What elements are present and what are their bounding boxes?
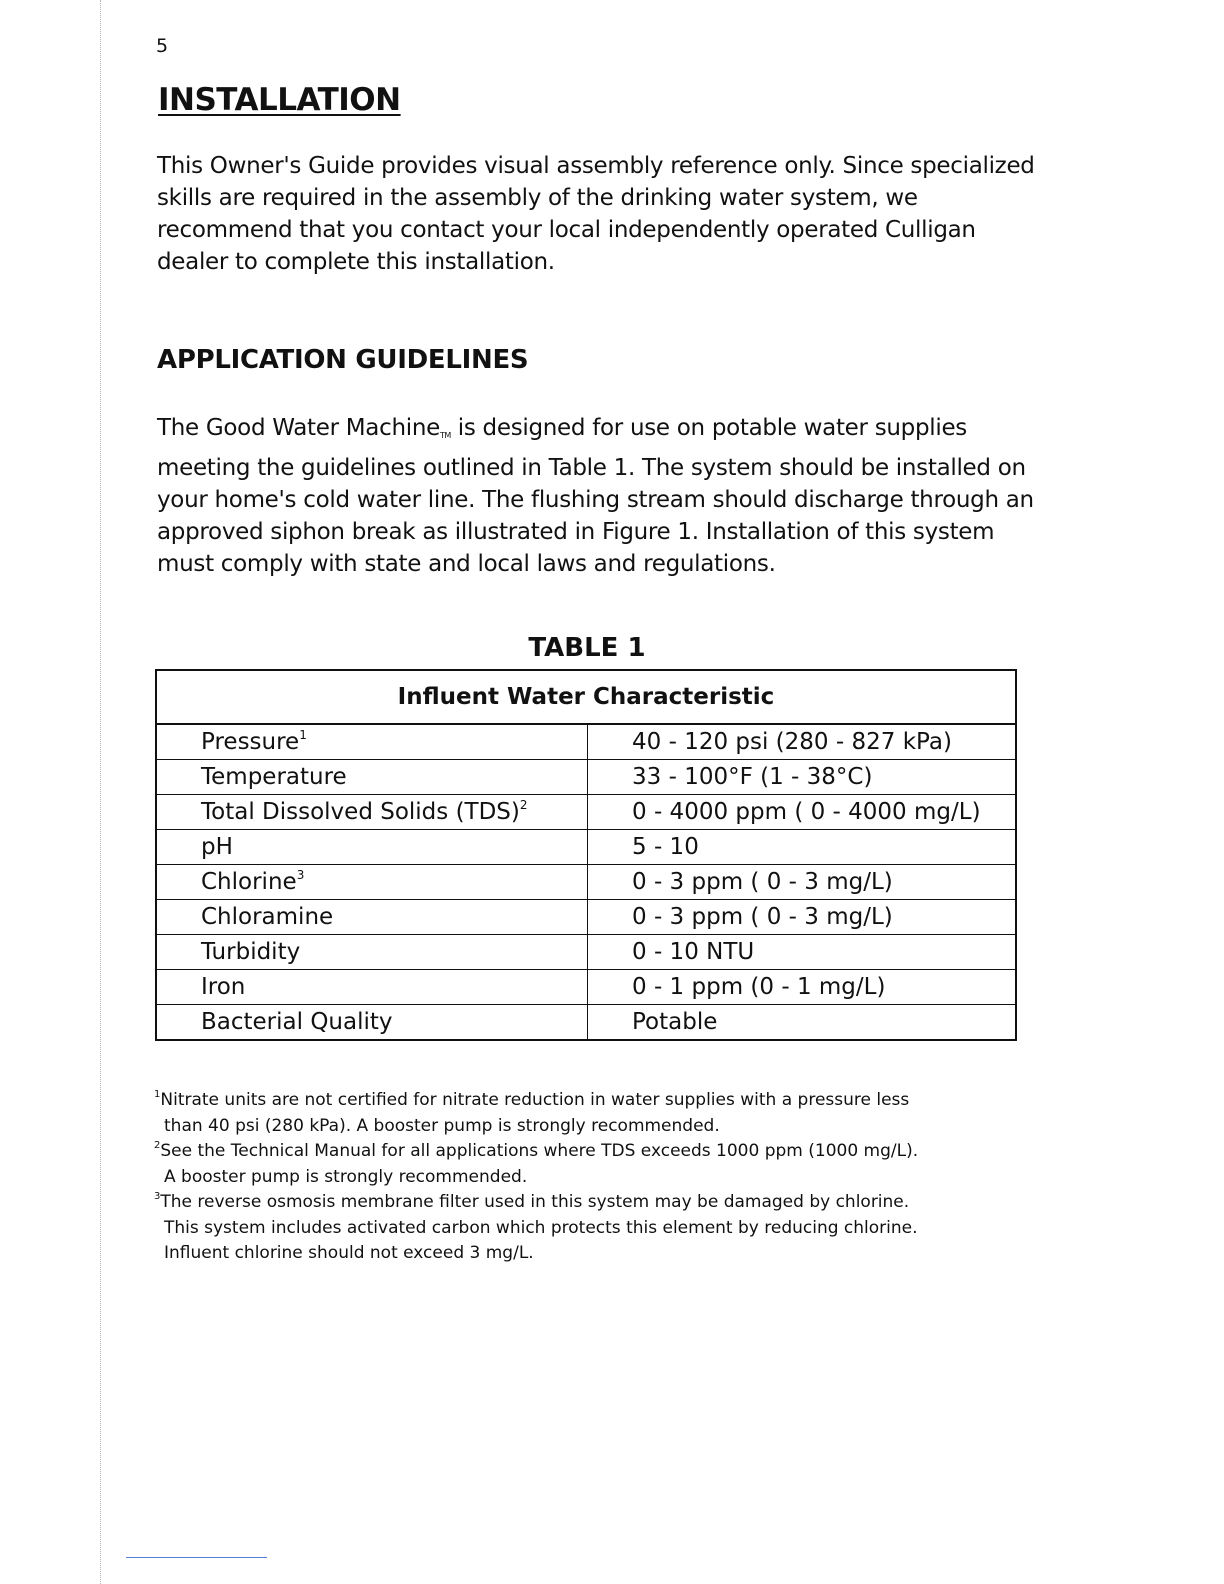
footnote [154, 1088, 1014, 1139]
parameter-label: Chloramine [201, 904, 334, 930]
parameter-cell [156, 795, 588, 830]
parameter-label: Temperature [201, 764, 347, 790]
value-cell: 40 - 120 psi (280 - 827 kPa) [588, 724, 1017, 760]
footnote-mark: 1 [154, 1089, 161, 1100]
parameter-cell [156, 760, 588, 795]
value-cell: 0 - 3 ppm ( 0 - 3 mg/L) [588, 865, 1017, 900]
footnote-reference: 3 [296, 868, 305, 882]
value-cell: 0 - 10 NTU [588, 935, 1017, 970]
value-cell: Potable [588, 1005, 1017, 1041]
value-cell: 0 - 3 ppm ( 0 - 3 mg/L) [588, 900, 1017, 935]
footnote-reference: 1 [299, 728, 307, 742]
application-paragraph-start: The Good Water Machine [157, 415, 440, 441]
footnote [154, 1190, 1014, 1267]
footnote-line: See the Technical Manual for all applications where TDS exceeds 1000 ppm (1000 mg/L). [160, 1141, 919, 1161]
page-edge-line [100, 0, 101, 1584]
footnote-line: Nitrate units are not certified for nitrate reduction in water supplies with a pressure less [160, 1090, 910, 1110]
parameter-label: Turbidity [201, 939, 301, 965]
parameter-label: Iron [201, 974, 246, 1000]
parameter-cell [156, 900, 588, 935]
footnote-mark: 3 [154, 1191, 161, 1202]
bottom-rule [126, 1557, 267, 1558]
table-row [156, 865, 1016, 900]
footnote-line: Influent chlorine should not exceed 3 mg/L. [164, 1243, 534, 1263]
value-cell: 0 - 1 ppm (0 - 1 mg/L) [588, 970, 1017, 1005]
table-row [156, 724, 1016, 760]
table-body [156, 724, 1016, 1040]
parameter-label: Bacterial Quality [201, 1009, 393, 1035]
footnote [154, 1139, 1014, 1190]
table-title: TABLE 1 [528, 633, 646, 663]
application-paragraph [157, 412, 1037, 580]
application-guidelines-heading: APPLICATION GUIDELINES [157, 345, 529, 375]
parameter-label: Total Dissolved Solids (TDS) [201, 799, 520, 825]
parameter-cell [156, 1005, 588, 1041]
value-cell: 0 - 4000 ppm ( 0 - 4000 mg/L) [588, 795, 1017, 830]
footnote-line: The reverse osmosis membrane filter used in this system may be damaged by chlorine. [160, 1192, 910, 1212]
parameter-cell [156, 724, 588, 760]
table-row [156, 830, 1016, 865]
value-cell: 33 - 100°F (1 - 38°C) [588, 760, 1017, 795]
table-row [156, 900, 1016, 935]
trademark-mark: TM [439, 431, 451, 440]
table-row [156, 760, 1016, 795]
footnote-line: This system includes activated carbon which protects this element by reducing chlorine. [164, 1217, 918, 1238]
parameter-label: Pressure [201, 729, 300, 755]
parameter-label: pH [201, 834, 233, 860]
application-paragraph-rest: is designed for use on potable water supplies meeting the guidelines outlined in Table 1. The system should be installed on your home's cold water line. The flushing stream should discharge through an approved siphon break as illustrated in Figure 1. Installation of this system must comply with state and local laws and regulations. [157, 415, 1034, 577]
footnote-mark: 2 [154, 1140, 161, 1151]
table-row [156, 795, 1016, 830]
installation-paragraph: This Owner's Guide provides visual assembly reference only. Since specialized skills are required in the assembly of the drinking water system, we recommend that you contact your local independently operated Culligan dealer to complete this installation. [157, 153, 1035, 275]
footnote-reference: 2 [519, 798, 528, 812]
table-header: Influent Water Characteristic [156, 670, 1016, 724]
parameter-cell [156, 935, 588, 970]
parameter-cell [156, 830, 588, 865]
parameter-label: Chlorine [201, 869, 297, 895]
value-cell: 5 - 10 [588, 830, 1017, 865]
footnote-line: than 40 psi (280 kPa). A booster pump is strongly recommended. [164, 1115, 720, 1136]
table-row [156, 1005, 1016, 1041]
footnote-line: A booster pump is strongly recommended. [164, 1166, 528, 1187]
parameter-cell [156, 970, 588, 1005]
influent-water-table [155, 669, 1017, 1041]
parameter-cell [156, 865, 588, 900]
installation-heading: INSTALLATION [158, 82, 401, 118]
footnotes [154, 1088, 1014, 1267]
table-row [156, 970, 1016, 1005]
page-number: 5 [156, 35, 169, 57]
table-row [156, 935, 1016, 970]
